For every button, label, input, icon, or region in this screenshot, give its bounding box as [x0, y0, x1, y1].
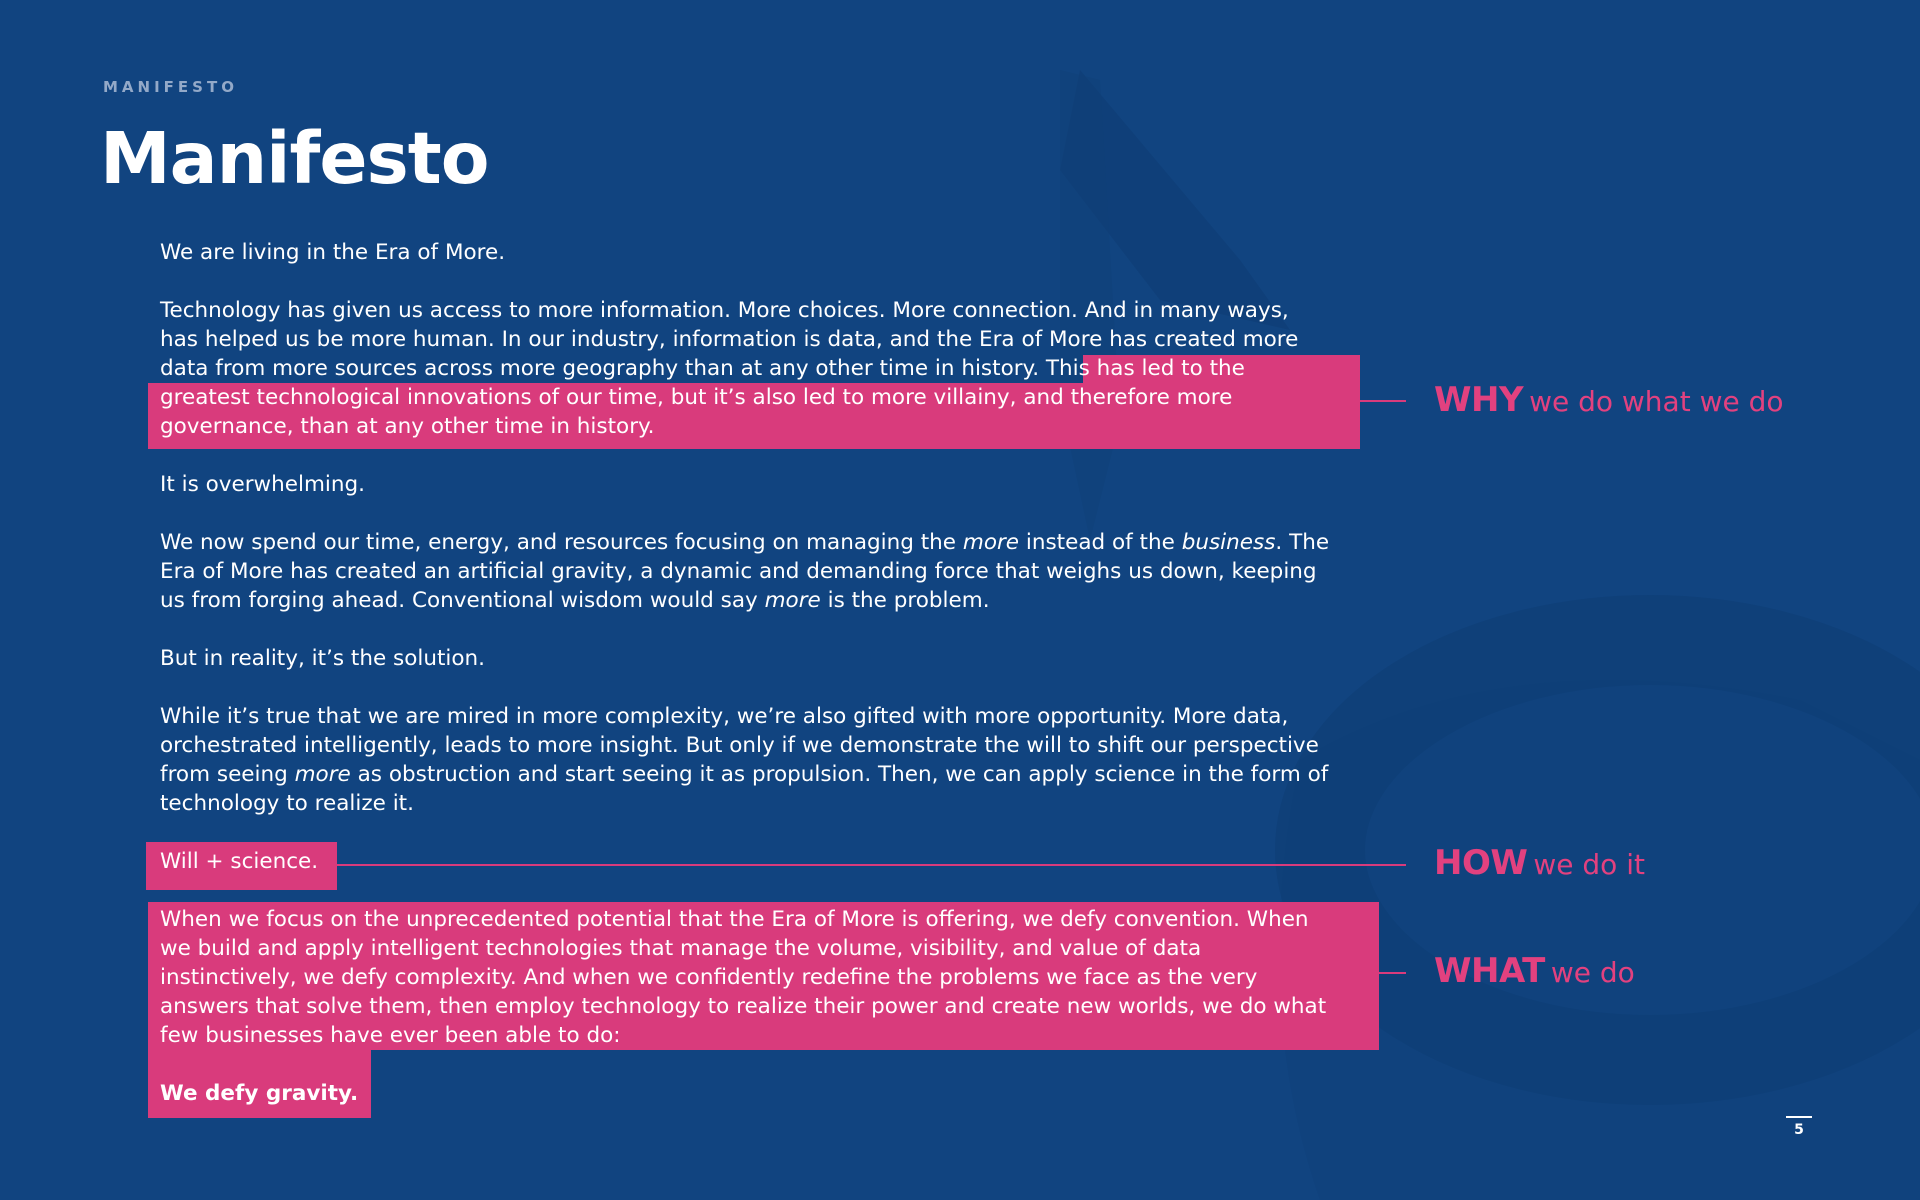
- emphasis: more: [764, 588, 821, 613]
- page-title: Manifesto: [100, 117, 489, 200]
- emphasis: more: [294, 762, 351, 787]
- text-line: [160, 528, 1329, 557]
- page-number: 5: [1786, 1116, 1812, 1138]
- text-line: But in reality, it’s the solution.: [160, 646, 485, 671]
- what-connector-line: [1379, 972, 1406, 974]
- text-line: It is overwhelming.: [160, 472, 365, 497]
- text-run: from seeing: [160, 762, 295, 787]
- emphasis: business: [1181, 530, 1276, 555]
- text-line: data from more sources across more geography than at any other time in history. This has led to the: [160, 356, 1245, 381]
- text-run: . The: [1275, 530, 1330, 555]
- annotation-how: [1434, 843, 1645, 883]
- text-run: as obstruction and start seeing it as propulsion. Then, we can apply science in the form of: [350, 762, 1329, 787]
- section-eyebrow: MANIFESTO: [103, 78, 238, 96]
- text-run: is the problem.: [820, 588, 990, 613]
- annotation-what: [1434, 951, 1635, 991]
- annotation-how-key: HOW: [1434, 843, 1528, 883]
- text-line: Technology has given us access to more information. More choices. More connection. And in many ways,: [160, 298, 1289, 323]
- annotation-how-rest: we do it: [1533, 848, 1645, 881]
- text-line: We are living in the Era of More.: [160, 240, 506, 265]
- annotation-what-key: WHAT: [1434, 951, 1545, 991]
- text-line: answers that solve them, then employ technology to realize their power and create new worlds, we do what: [160, 994, 1327, 1019]
- text-run: instead of the: [1019, 530, 1182, 555]
- annotation-what-rest: we do: [1550, 956, 1635, 989]
- text-line: When we focus on the unprecedented potential that the Era of More is offering, we defy convention. When: [160, 907, 1309, 932]
- paragraph-era: [160, 238, 505, 267]
- text-line: We defy gravity.: [160, 1081, 359, 1106]
- paragraph-focus: [160, 905, 1326, 1050]
- paragraph-reality: [160, 644, 485, 673]
- text-line: instinctively, we defy complexity. And when we confidently redefine the problems we face as the very: [160, 965, 1258, 990]
- annotation-why: [1434, 380, 1784, 420]
- text-line: Will + science.: [160, 849, 319, 874]
- paragraph-technology: [160, 296, 1298, 441]
- text-line: has helped us be more human. In our industry, information is data, and the Era of More has created more: [160, 327, 1299, 352]
- text-line: greatest technological innovations of our time, but it’s also led to more villainy, and therefore more: [160, 385, 1233, 410]
- how-connector-line: [337, 864, 1406, 866]
- emphasis: more: [962, 530, 1020, 555]
- why-connector-line: [1360, 400, 1406, 402]
- text-line: technology to realize it.: [160, 791, 414, 816]
- text-run: us from forging ahead. Conventional wisdom would say: [160, 588, 765, 613]
- text-line: governance, than at any other time in history.: [160, 414, 655, 439]
- paragraph-gravity: [160, 1079, 358, 1108]
- text-run: We now spend our time, energy, and resources focusing on managing the: [160, 530, 963, 555]
- paragraph-spend: [160, 528, 1329, 615]
- annotation-why-rest: we do what we do: [1529, 385, 1784, 418]
- text-line: we build and apply intelligent technologies that manage the volume, visibility, and value of data: [160, 936, 1202, 961]
- text-line: Era of More has created an artificial gravity, a dynamic and demanding force that weighs us down, keeping: [160, 559, 1317, 584]
- text-line: While it’s true that we are mired in more complexity, we’re also gifted with more opportunity. More data,: [160, 704, 1289, 729]
- text-line: [160, 586, 1329, 615]
- paragraph-complexity: [160, 702, 1328, 818]
- text-line: orchestrated intelligently, leads to more insight. But only if we demonstrate the will to shift our perspective: [160, 733, 1319, 758]
- paragraph-overwhelming: [160, 470, 365, 499]
- paragraph-will-science: [160, 847, 318, 876]
- text-line: [160, 760, 1328, 789]
- text-line: few businesses have ever been able to do:: [160, 1023, 621, 1048]
- annotation-why-key: WHY: [1434, 380, 1524, 420]
